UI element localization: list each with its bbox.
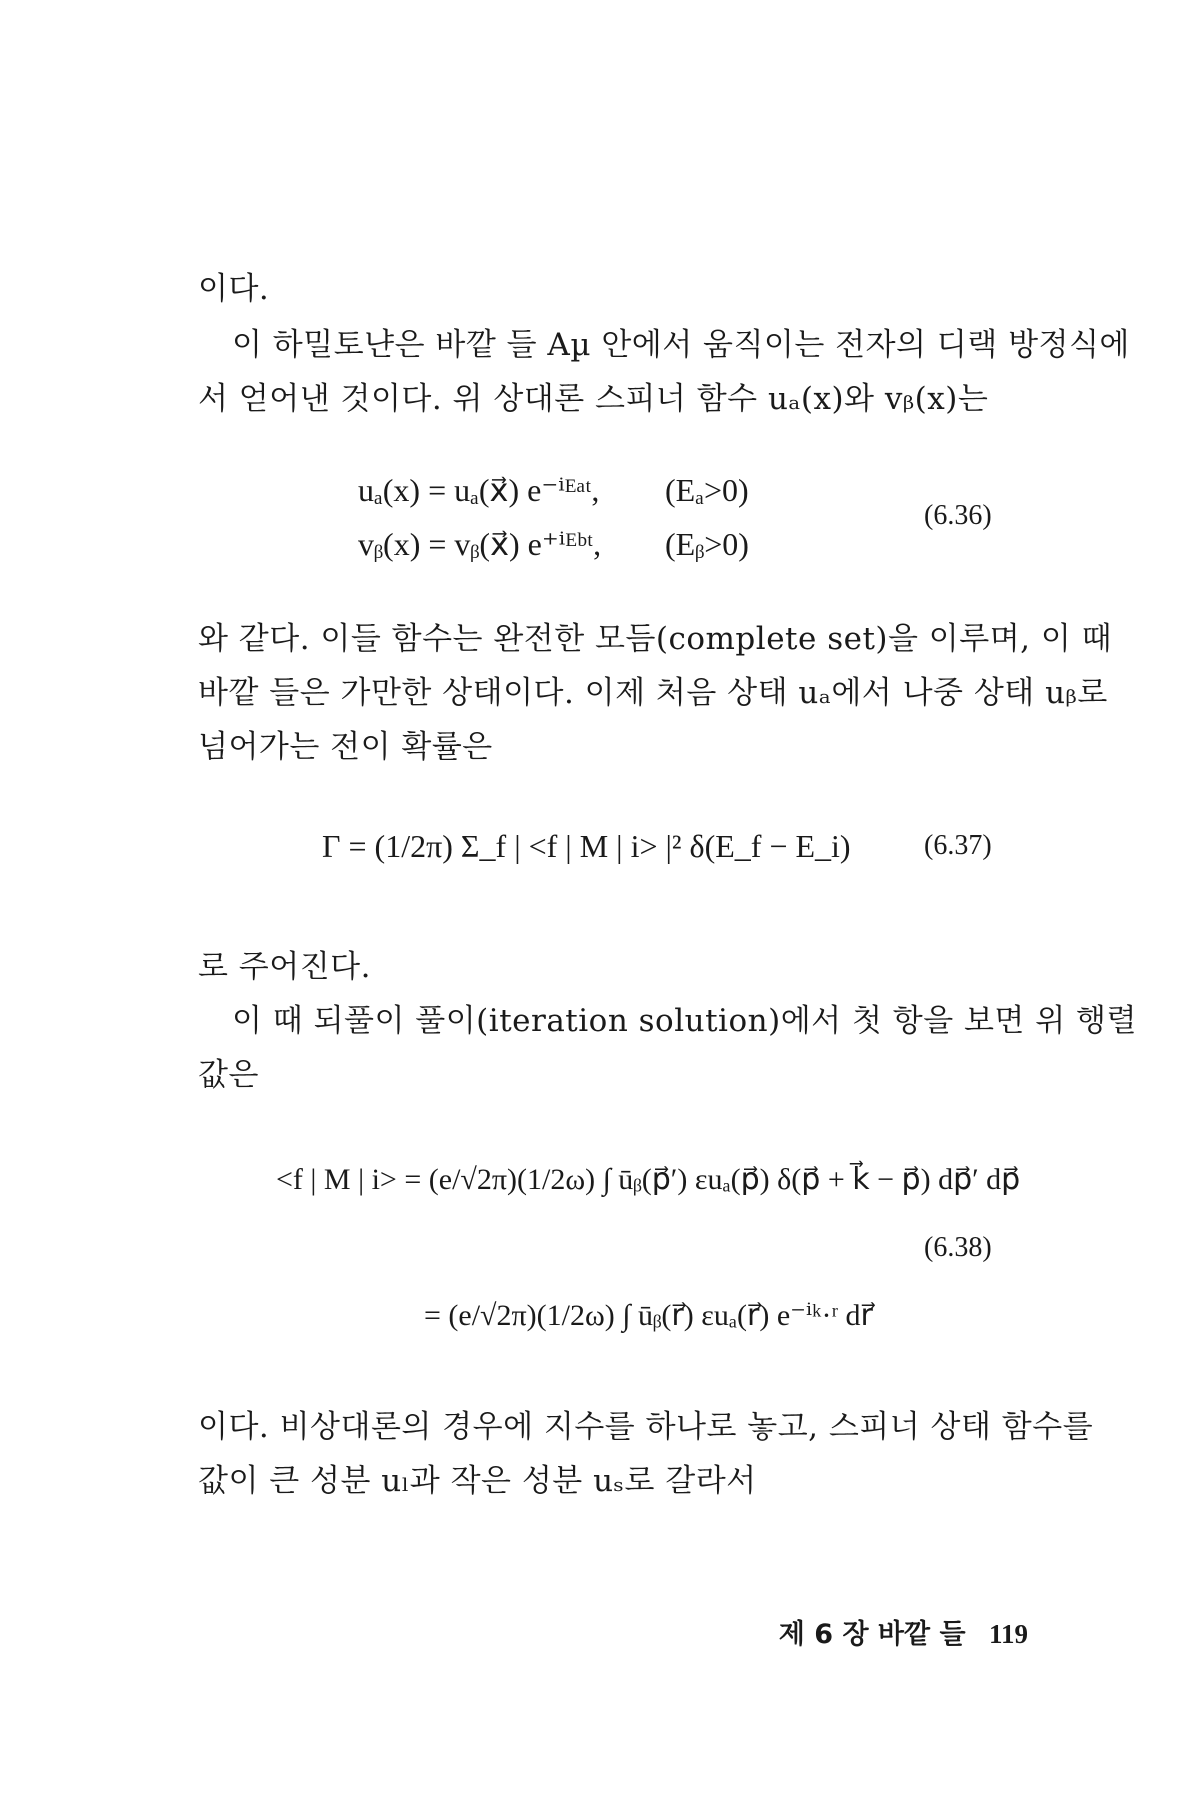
paragraph-given — [198, 940, 1028, 994]
text-line: 서 얻어낸 것이다. 위 상대론 스피너 함수 uₐ(x)와 vᵦ(x)는 — [198, 381, 989, 417]
equation-6-36-line-1: uₐ(x) = uₐ(x⃗) e⁻ⁱᴱᵃᵗ, — [358, 472, 600, 508]
equation-number-6-38: (6.38) — [924, 1232, 992, 1263]
text-line: 로 주어진다. — [198, 949, 371, 985]
equation-6-38-line-1: <f | M | i> = (e/√2π)(1/2ω) ∫ ūᵦ(p⃗′) ɛuₐ(p⃗) δ(p⃗ + k⃗ − p⃗) dp⃗′ dp⃗ — [276, 1163, 1021, 1196]
text-line: 값은 — [198, 1057, 259, 1093]
text-line: 바깥 들은 가만한 상태이다. 이제 처음 상태 uₐ에서 나중 상태 uᵦ로 — [198, 675, 1108, 711]
paragraph-iteration — [198, 994, 1137, 1102]
equation-number-6-36: (6.36) — [924, 500, 992, 531]
page-footer — [779, 1612, 1028, 1651]
text-line: 이 때 되풀이 풀이(iteration solution)에서 첫 항을 보면 위 행렬 — [232, 1003, 1137, 1039]
paragraph-hamiltonian — [198, 318, 1130, 426]
text-line: 와 같다. 이들 함수는 완전한 모듬(complete set)을 이루며, 이 때 — [198, 621, 1113, 657]
text-line: 넘어가는 전이 확률은 — [198, 729, 493, 765]
equation-6-37: Γ = (1/2π) Σ_f | <f | M | i> |² δ(E_f − E_i) — [322, 828, 851, 864]
text-line: 이다. 비상대론의 경우에 지수를 하나로 놓고, 스피너 상태 함수를 — [198, 1409, 1094, 1445]
text-line: 값이 큰 성분 uₗ과 작은 성분 uₛ로 갈라서 — [198, 1463, 757, 1499]
equation-number-6-37: (6.37) — [924, 830, 992, 861]
page-number: 119 — [988, 1619, 1028, 1649]
text-line: 이 하밀토냔은 바깥 들 Aµ 안에서 움직이는 전자의 디랙 방정식에 — [232, 327, 1130, 363]
paragraph-complete-set — [198, 612, 1113, 774]
equation-6-38-line-2: = (e/√2π)(1/2ω) ∫ ūᵦ(r⃗) ɛuₐ(r⃗) e⁻ⁱᵏ·ʳ dr⃗ — [424, 1299, 873, 1332]
equation-6-36-condition-2: (Eᵦ>0) — [665, 526, 749, 562]
text-line: 이다. — [198, 271, 270, 307]
chapter-title: 제 6 장 바깥 들 — [778, 1619, 966, 1650]
paragraph-nonrelativistic — [198, 1400, 1094, 1508]
paragraph-intro — [198, 262, 1028, 316]
equation-6-36-condition-1: (Eₐ>0) — [665, 472, 749, 508]
equation-6-36-line-2: vᵦ(x) = vᵦ(x⃗) e⁺ⁱᴱᵇᵗ, — [358, 526, 602, 562]
